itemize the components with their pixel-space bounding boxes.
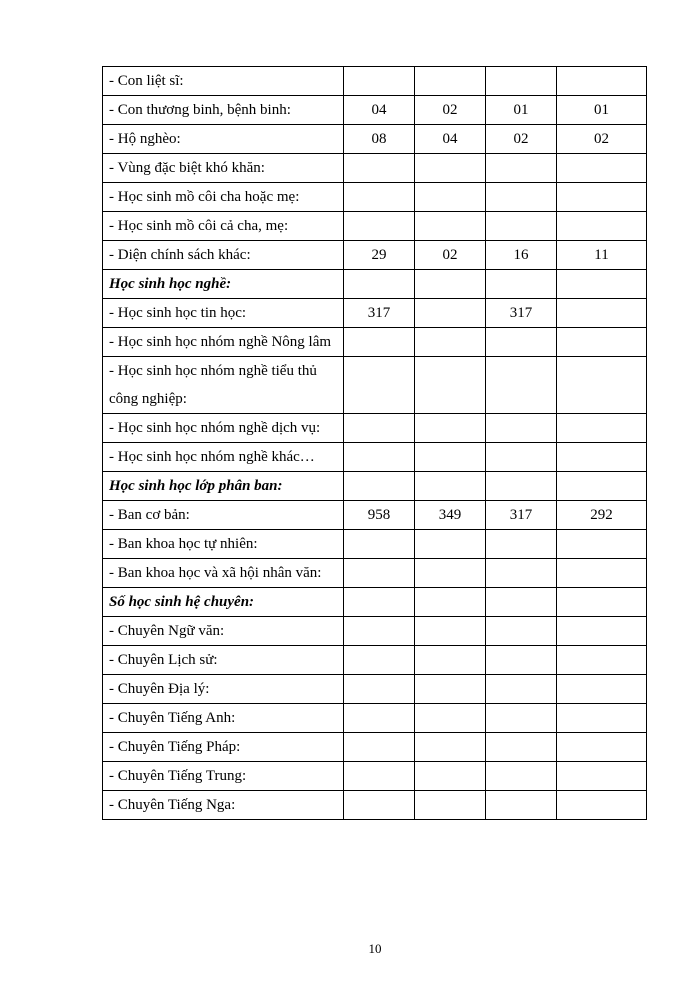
value-cell: 317 — [344, 299, 415, 328]
value-cell — [415, 328, 486, 357]
value-cell: 958 — [344, 501, 415, 530]
value-cell — [344, 212, 415, 241]
value-cell — [344, 357, 415, 414]
value-cell — [486, 270, 557, 299]
value-cell — [557, 443, 647, 472]
value-cell: 11 — [557, 241, 647, 270]
value-cell: 317 — [486, 501, 557, 530]
table-row — [103, 443, 647, 472]
value-cell — [486, 328, 557, 357]
value-cell — [557, 762, 647, 791]
row-label: - Học sinh mồ côi cha hoặc mẹ: — [103, 183, 344, 212]
row-label: - Ban cơ bản: — [103, 501, 344, 530]
value-cell — [486, 791, 557, 820]
value-cell: 29 — [344, 241, 415, 270]
value-cell — [344, 67, 415, 96]
value-cell — [415, 443, 486, 472]
value-cell — [344, 733, 415, 762]
value-cell: 01 — [557, 96, 647, 125]
value-cell — [415, 472, 486, 501]
row-label: - Vùng đặc biệt khó khăn: — [103, 154, 344, 183]
value-cell — [486, 212, 557, 241]
value-cell — [344, 675, 415, 704]
table-row — [103, 646, 647, 675]
value-cell — [486, 414, 557, 443]
value-cell — [557, 357, 647, 414]
value-cell — [557, 299, 647, 328]
table-row — [103, 617, 647, 646]
table-row — [103, 241, 647, 270]
row-label: - Chuyên Tiếng Trung: — [103, 762, 344, 791]
value-cell — [344, 183, 415, 212]
value-cell — [344, 704, 415, 733]
value-cell — [415, 270, 486, 299]
value-cell — [557, 270, 647, 299]
value-cell — [344, 328, 415, 357]
table-row — [103, 704, 647, 733]
table-row — [103, 501, 647, 530]
table-row — [103, 299, 647, 328]
value-cell: 01 — [486, 96, 557, 125]
row-label: - Học sinh học nhóm nghề tiểu thủ công nghiệp: — [103, 357, 344, 414]
value-cell — [486, 733, 557, 762]
value-cell — [486, 530, 557, 559]
value-cell — [344, 414, 415, 443]
value-cell — [557, 704, 647, 733]
value-cell — [486, 443, 557, 472]
page-number: 10 — [368, 941, 382, 956]
table-row — [103, 328, 647, 357]
value-cell: 02 — [415, 241, 486, 270]
table-row — [103, 212, 647, 241]
row-label: - Chuyên Ngữ văn: — [103, 617, 344, 646]
table-row — [103, 183, 647, 212]
data-table — [102, 66, 647, 820]
value-cell — [486, 559, 557, 588]
value-cell — [486, 183, 557, 212]
value-cell — [557, 559, 647, 588]
table-row — [103, 414, 647, 443]
value-cell: 04 — [415, 125, 486, 154]
row-label: - Học sinh học nhóm nghề Nông lâm — [103, 328, 344, 357]
value-cell — [557, 472, 647, 501]
section-title: Học sinh học lớp phân ban: — [103, 472, 344, 501]
row-label: - Học sinh học nhóm nghề khác… — [103, 443, 344, 472]
section-header-row — [103, 588, 647, 617]
row-label: - Chuyên Tiếng Pháp: — [103, 733, 344, 762]
value-cell — [557, 414, 647, 443]
value-cell: 04 — [344, 96, 415, 125]
value-cell — [415, 212, 486, 241]
value-cell — [415, 559, 486, 588]
value-cell — [557, 67, 647, 96]
value-cell — [415, 791, 486, 820]
row-label: - Học sinh học tin học: — [103, 299, 344, 328]
table-row — [103, 154, 647, 183]
value-cell — [557, 791, 647, 820]
value-cell: 02 — [557, 125, 647, 154]
value-cell — [557, 328, 647, 357]
table-row — [103, 530, 647, 559]
value-cell — [486, 704, 557, 733]
section-title: Số học sinh hệ chuyên: — [103, 588, 344, 617]
table-row — [103, 762, 647, 791]
value-cell — [415, 588, 486, 617]
value-cell — [557, 646, 647, 675]
row-label: - Con liệt sĩ: — [103, 67, 344, 96]
value-cell — [486, 675, 557, 704]
value-cell — [344, 617, 415, 646]
row-label: - Con thương binh, bệnh binh: — [103, 96, 344, 125]
row-label: - Học sinh học nhóm nghề dịch vụ: — [103, 414, 344, 443]
table-row — [103, 357, 647, 414]
value-cell — [415, 762, 486, 791]
value-cell — [415, 154, 486, 183]
row-label: - Học sinh mồ côi cả cha, mẹ: — [103, 212, 344, 241]
value-cell — [557, 617, 647, 646]
row-label: - Ban khoa học và xã hội nhân văn: — [103, 559, 344, 588]
value-cell — [557, 183, 647, 212]
value-cell: 02 — [486, 125, 557, 154]
table-row — [103, 559, 647, 588]
value-cell — [415, 67, 486, 96]
value-cell — [415, 617, 486, 646]
value-cell — [415, 704, 486, 733]
value-cell — [557, 530, 647, 559]
value-cell — [344, 791, 415, 820]
table-row — [103, 675, 647, 704]
value-cell — [486, 762, 557, 791]
value-cell — [415, 733, 486, 762]
value-cell — [486, 617, 557, 646]
row-label: - Hộ nghèo: — [103, 125, 344, 154]
row-label: - Diện chính sách khác: — [103, 241, 344, 270]
table-row — [103, 125, 647, 154]
value-cell — [557, 733, 647, 762]
value-cell — [344, 472, 415, 501]
value-cell — [344, 588, 415, 617]
row-label: - Chuyên Địa lý: — [103, 675, 344, 704]
value-cell — [486, 472, 557, 501]
value-cell — [486, 154, 557, 183]
value-cell — [486, 67, 557, 96]
value-cell — [344, 443, 415, 472]
value-cell — [557, 212, 647, 241]
value-cell — [415, 675, 486, 704]
row-label: - Ban khoa học tự nhiên: — [103, 530, 344, 559]
table-row — [103, 733, 647, 762]
section-title: Học sinh học nghề: — [103, 270, 344, 299]
value-cell — [415, 646, 486, 675]
value-cell — [344, 646, 415, 675]
value-cell — [486, 357, 557, 414]
value-cell — [344, 559, 415, 588]
value-cell — [344, 154, 415, 183]
value-cell — [415, 530, 486, 559]
table-row — [103, 67, 647, 96]
value-cell — [344, 270, 415, 299]
value-cell: 292 — [557, 501, 647, 530]
value-cell: 317 — [486, 299, 557, 328]
row-label: - Chuyên Tiếng Anh: — [103, 704, 344, 733]
value-cell: 02 — [415, 96, 486, 125]
value-cell — [415, 299, 486, 328]
section-header-row — [103, 472, 647, 501]
value-cell — [344, 530, 415, 559]
value-cell: 349 — [415, 501, 486, 530]
value-cell — [415, 414, 486, 443]
value-cell: 16 — [486, 241, 557, 270]
value-cell — [557, 675, 647, 704]
value-cell: 08 — [344, 125, 415, 154]
table-body — [103, 67, 647, 820]
value-cell — [415, 357, 486, 414]
value-cell — [344, 762, 415, 791]
value-cell — [557, 154, 647, 183]
section-header-row — [103, 270, 647, 299]
table-row — [103, 791, 647, 820]
row-label: - Chuyên Lịch sử: — [103, 646, 344, 675]
value-cell — [415, 183, 486, 212]
value-cell — [557, 588, 647, 617]
table-row — [103, 96, 647, 125]
value-cell — [486, 646, 557, 675]
value-cell — [486, 588, 557, 617]
row-label: - Chuyên Tiếng Nga: — [103, 791, 344, 820]
